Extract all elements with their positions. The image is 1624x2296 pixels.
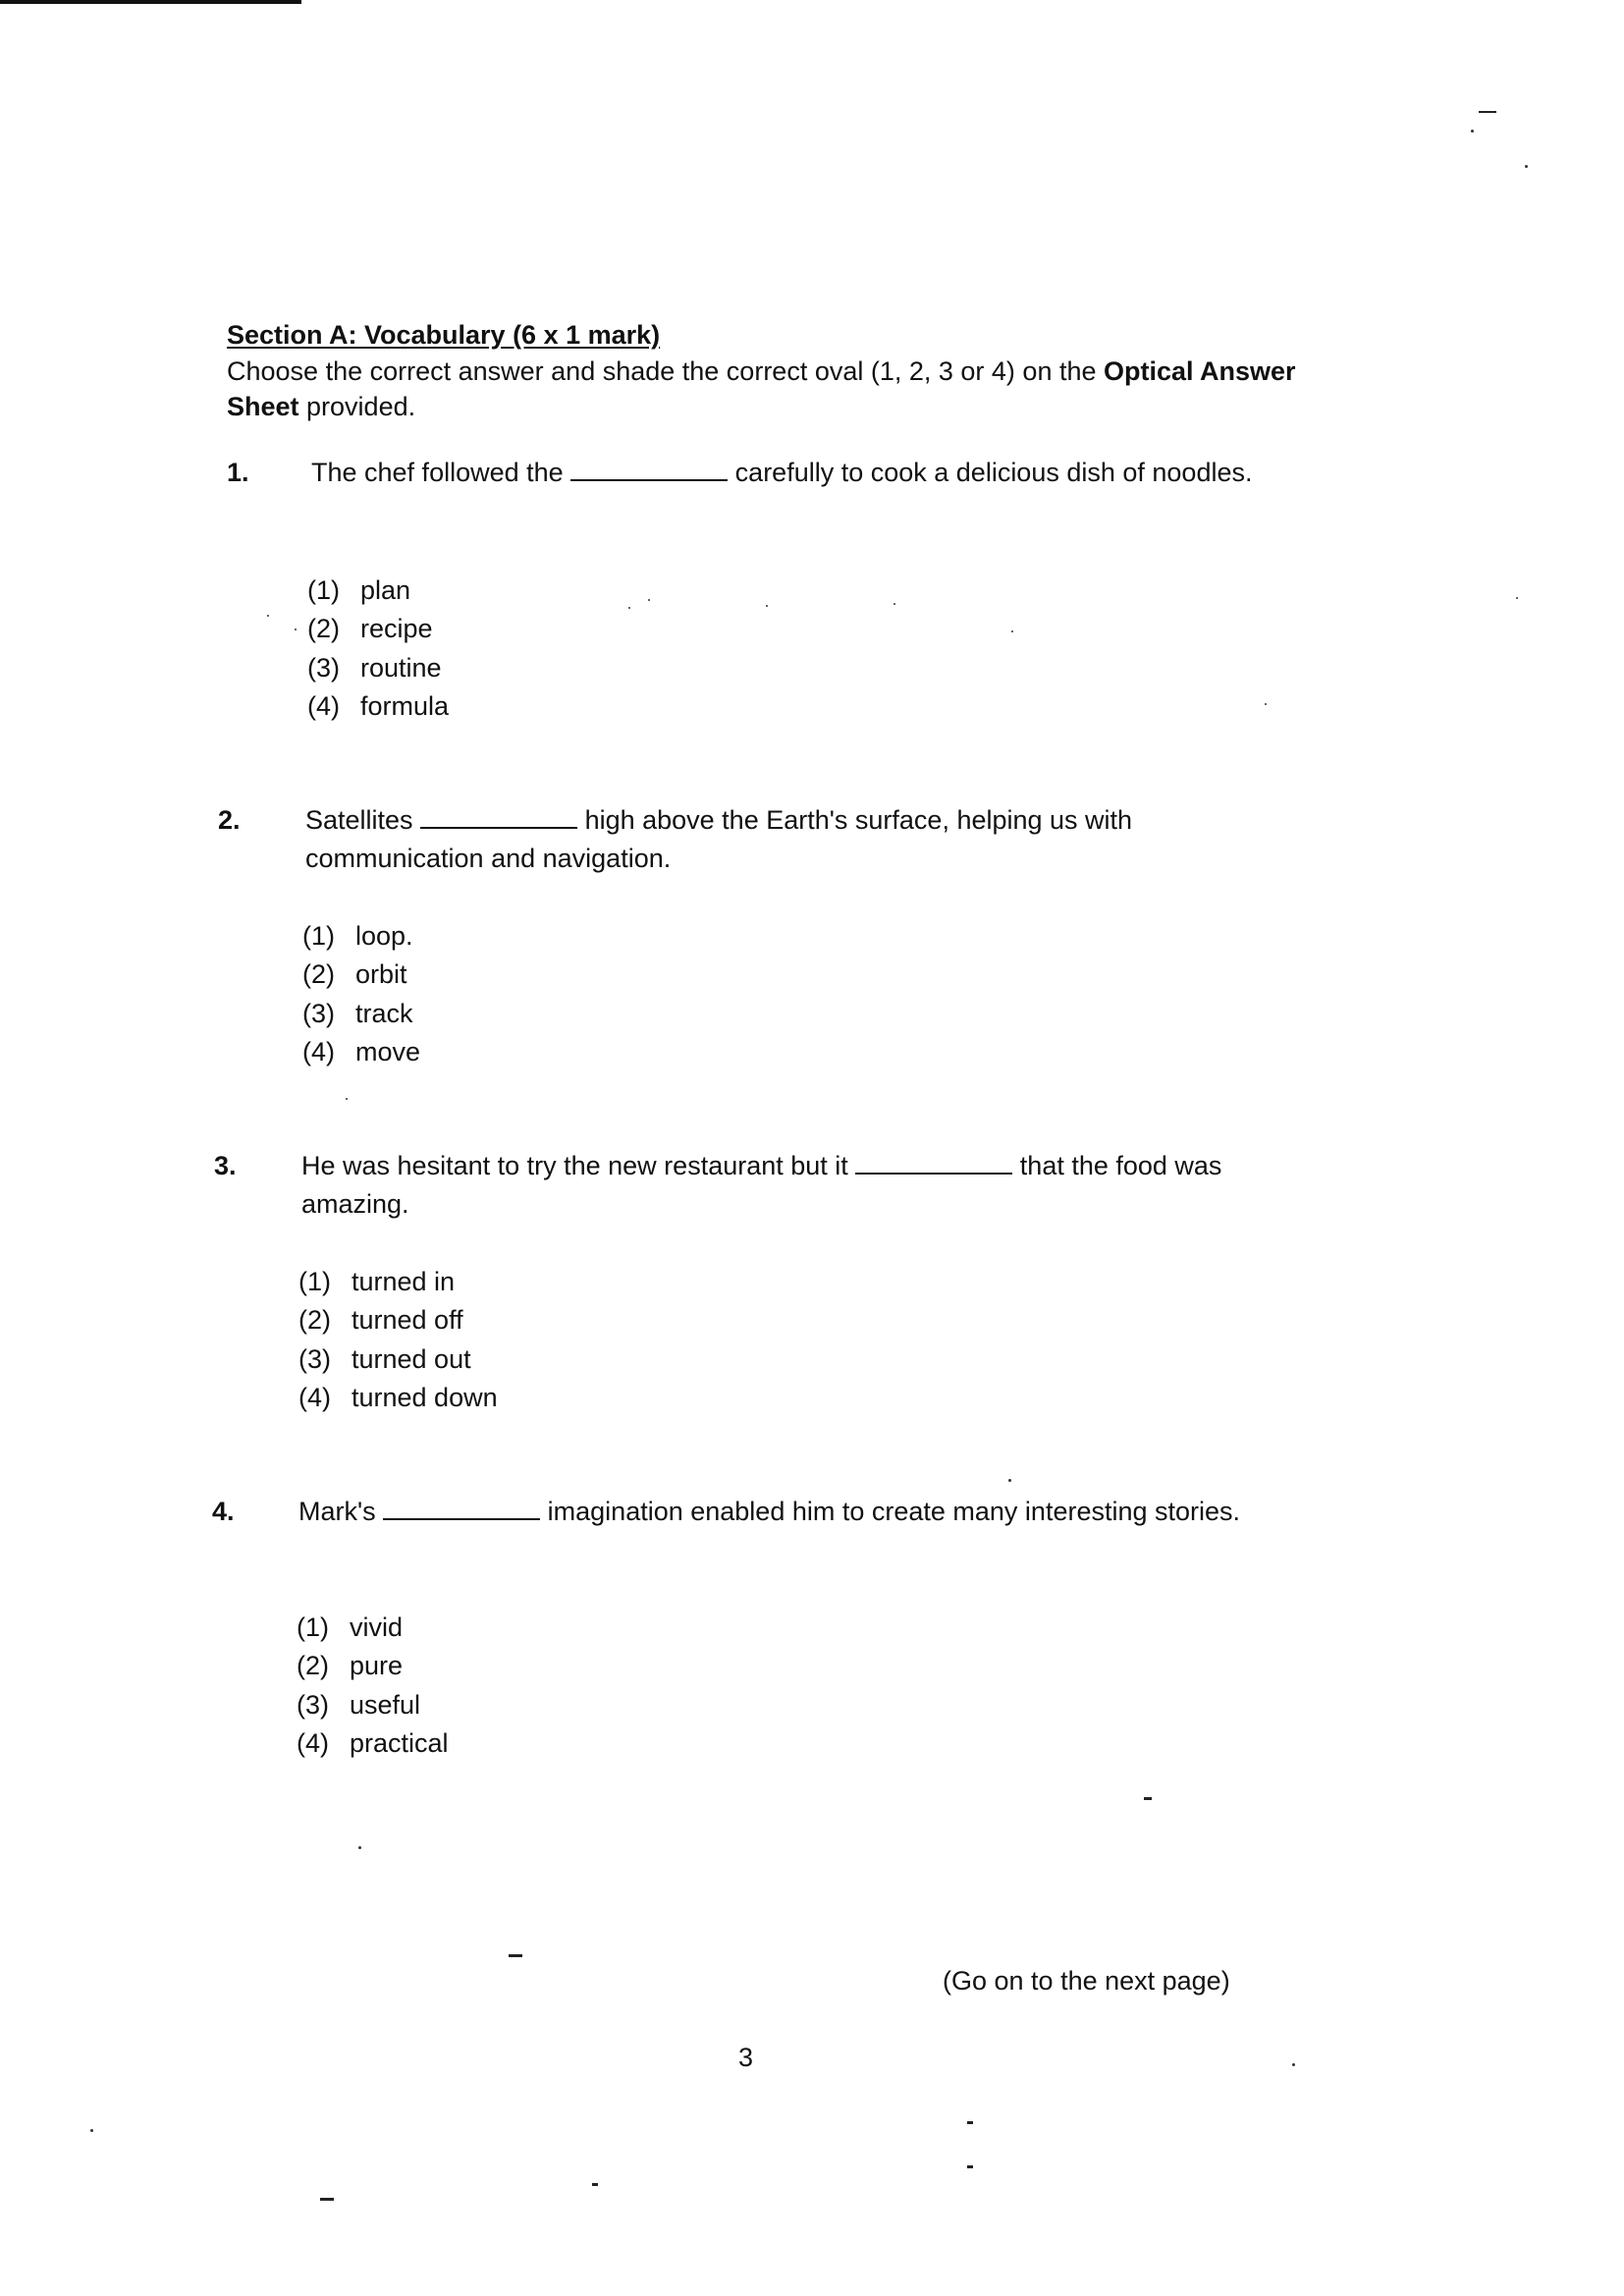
option-text: turned off [352, 1305, 463, 1336]
scan-mark [967, 2165, 973, 2168]
option-item [298, 1301, 498, 1339]
option-number: (2) [298, 1305, 331, 1336]
option-item [298, 1340, 498, 1379]
option-text: loop. [355, 921, 413, 951]
option-text: useful [350, 1689, 421, 1720]
option-text: move [355, 1036, 421, 1066]
answer-blank [855, 1149, 1012, 1175]
scan-speck [893, 603, 895, 605]
answer-blank [383, 1495, 540, 1520]
instructions-text-end: provided. [298, 392, 416, 421]
option-text: turned down [352, 1382, 498, 1412]
scan-mark [320, 2198, 334, 2201]
option-item [302, 956, 420, 994]
answer-blank [420, 803, 577, 829]
option-item [297, 1724, 449, 1763]
question-text-end: carefully to cook a delicious dish of noodles. [728, 458, 1253, 487]
scan-mark [592, 2183, 598, 2186]
option-item [307, 649, 449, 687]
option-text: track [355, 998, 413, 1028]
scan-speck [267, 615, 269, 617]
top-rule [0, 0, 301, 4]
option-item [297, 1686, 449, 1724]
option-number: (4) [307, 690, 340, 721]
option-text: formula [360, 690, 450, 721]
option-text: plan [360, 575, 411, 605]
option-item [298, 1379, 498, 1417]
scan-mark [1479, 111, 1496, 113]
instructions-text: Choose the correct answer and shade the correct oval (1, 2, 3 or 4) on the [227, 356, 1104, 386]
scan-speck [1292, 2063, 1295, 2066]
option-number: (4) [298, 1382, 331, 1412]
question-text [311, 454, 1254, 492]
scan-mark [1144, 1797, 1152, 1800]
question-text [301, 1147, 1313, 1224]
option-number: (1) [298, 1267, 331, 1296]
option-number: (4) [297, 1727, 329, 1758]
question-text-start: He was hesitant to try the new restaurant but it [301, 1151, 856, 1180]
options-list [297, 1609, 449, 1763]
option-number: (2) [302, 959, 335, 990]
option-item [298, 1263, 498, 1301]
question-text-end: that the food was amazing. [301, 1151, 1222, 1219]
scan-speck [628, 607, 630, 609]
question-number: 4. [212, 1497, 235, 1526]
scan-speck [1011, 630, 1013, 632]
scan-mark [967, 2121, 973, 2124]
option-item [302, 917, 420, 956]
option-item [307, 572, 449, 610]
option-number: (2) [307, 614, 340, 644]
option-number: (1) [302, 921, 335, 951]
next-page-note: (Go on to the next page) [943, 1966, 1230, 1995]
question-text-end: high above the Earth's surface, helping us with communication and navigation. [305, 805, 1133, 873]
option-item [302, 1033, 420, 1071]
options-list [307, 572, 449, 726]
option-text: turned in [352, 1267, 456, 1296]
scan-speck [346, 1098, 348, 1100]
option-text: routine [360, 652, 442, 683]
section-instructions [227, 354, 1307, 424]
options-list [302, 917, 420, 1071]
page-number: 3 [738, 2043, 754, 2072]
scan-speck [766, 605, 768, 607]
scan-speck [358, 1846, 361, 1849]
question-text [305, 801, 1209, 878]
scan-speck [648, 599, 650, 601]
scan-speck [1008, 1479, 1011, 1482]
option-text: pure [350, 1651, 404, 1681]
section-title: Section A: Vocabulary (6 x 1 mark) [227, 320, 661, 350]
option-item [307, 610, 449, 648]
question-text-end: imagination enabled him to create many interesting stories. [540, 1497, 1241, 1526]
option-number: (3) [298, 1343, 331, 1374]
scan-speck [90, 2129, 93, 2132]
option-item [297, 1609, 449, 1647]
option-text: practical [350, 1727, 449, 1758]
scan-speck [1471, 130, 1474, 133]
option-text: recipe [360, 614, 433, 644]
option-text: vivid [350, 1613, 404, 1642]
answer-blank [570, 456, 728, 481]
option-number: (3) [302, 998, 335, 1028]
question-text-start: Mark's [298, 1497, 384, 1526]
option-number: (4) [302, 1036, 335, 1066]
option-item [297, 1647, 449, 1685]
options-list [298, 1263, 498, 1417]
option-number: (1) [297, 1613, 329, 1642]
question-number: 2. [218, 805, 241, 835]
option-number: (3) [307, 652, 340, 683]
option-text: orbit [355, 959, 407, 990]
question-text-start: Satellites [305, 805, 421, 835]
question-number: 1. [227, 458, 249, 487]
scan-mark [509, 1954, 522, 1957]
scan-speck [1525, 165, 1528, 168]
option-text: turned out [352, 1343, 471, 1374]
option-item [302, 995, 420, 1033]
option-item [307, 687, 449, 726]
scan-speck [295, 629, 297, 630]
question-number: 3. [214, 1151, 237, 1180]
instructions-bold-text: Optical Answer Sheet [227, 356, 1296, 421]
scan-speck [1516, 597, 1518, 599]
scan-speck [1265, 703, 1267, 705]
option-number: (3) [297, 1689, 329, 1720]
question-text [298, 1493, 1241, 1531]
option-number: (1) [307, 575, 340, 605]
question-text-start: The chef followed the [311, 458, 571, 487]
option-number: (2) [297, 1651, 329, 1681]
